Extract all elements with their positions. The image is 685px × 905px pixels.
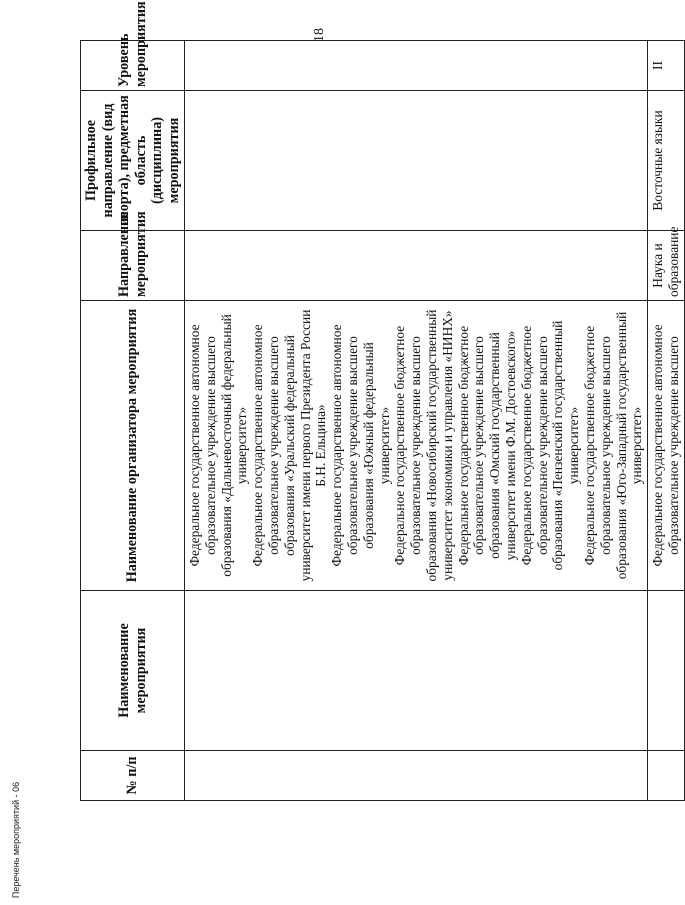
footer-text: Перечень мероприятий - 06 (11, 781, 21, 899)
organizer-line: образовательное учреждение высшего (265, 336, 281, 555)
organizer-line: Федеральное государственное бюджетное (581, 325, 597, 566)
row1-num (185, 751, 648, 801)
organizer-line: Федеральное государственное автономное (187, 324, 202, 567)
header-num: № п/п (81, 751, 185, 801)
organizer-line: Федеральное государственное бюджетное (392, 325, 408, 566)
organizer-line: образовательное учреждение высшего (597, 336, 613, 555)
organizer-line: Б.Н. Ельцина» (313, 404, 329, 487)
organizer-line: образовательное учреждение высшего (534, 336, 550, 555)
organizer-line: Федеральное государственное бюджетное (455, 325, 471, 566)
organizer-line: образовательное учреждение высшего (344, 336, 360, 555)
page-number-text: 18 (312, 28, 327, 42)
organizer-line: Федеральное государственное автономное (650, 324, 666, 567)
organizer-line: образовательное учреждение высшего (665, 336, 681, 555)
organizer-line: Федеральное государственное бюджетное (518, 325, 534, 566)
header-direction: Направление мероприятия (81, 231, 185, 301)
organizer-line: образования «Пензенский государственный (550, 320, 566, 571)
row2-level: II (648, 41, 685, 91)
footer (6, 780, 26, 900)
header-event-name: Наименование мероприятия (81, 591, 185, 751)
row2-direction: Наука и образование (648, 231, 685, 301)
organizer-line: образования «Юго-Западный государственный (613, 311, 629, 580)
row1-event-name (185, 591, 648, 751)
organizer-line: образования «Новосибирский государственный (423, 309, 439, 582)
organizer-line: образовательное учреждение высшего (471, 336, 487, 555)
organizer-line: образования «Дальневосточный федеральный (218, 314, 234, 577)
header-level: Уровень мероприятия (81, 41, 185, 91)
organizer-line: университет» (234, 406, 250, 485)
row1-direction (185, 231, 648, 301)
row1-organizer (185, 301, 648, 591)
organizer-line: университет» (566, 406, 582, 485)
organizer-line: Федеральное государственное автономное (329, 324, 345, 567)
organizer-line: образования «Уральский федеральный (281, 335, 297, 556)
row1-level (185, 41, 648, 91)
row2-profile: Восточные языки (648, 91, 685, 231)
organizer-line: образовательное учреждение высшего (202, 336, 218, 555)
organizer-line: университет» (629, 406, 645, 485)
row2-num (648, 751, 685, 801)
table-row (648, 41, 685, 801)
header-organizer: Наименование организатора мероприятия (81, 301, 185, 591)
organizer-line: образования «Омский государственный (487, 332, 503, 559)
page-number (0, 22, 640, 42)
table-header-row (81, 41, 185, 801)
organizer-line: университет имени Ф.М. Достоевского» (502, 330, 518, 561)
row2-event-name (648, 591, 685, 751)
organizer-line: университет имени первого Президента России (297, 309, 313, 582)
table-row (185, 41, 648, 801)
organizer-line: университет экономики и управления «НИНХ» (439, 310, 455, 581)
row2-organizer (648, 301, 685, 591)
row1-profile (185, 91, 648, 231)
header-profile: Профильное направление (вид спорта), предметная область (дисциплина) мероприятия (81, 91, 185, 231)
organizer-line: образовательное учреждение высшего (408, 336, 424, 555)
organizer-line: образования «Южный федеральный университет» (360, 342, 392, 549)
organizer-line: Федеральное государственное автономное (250, 324, 266, 567)
